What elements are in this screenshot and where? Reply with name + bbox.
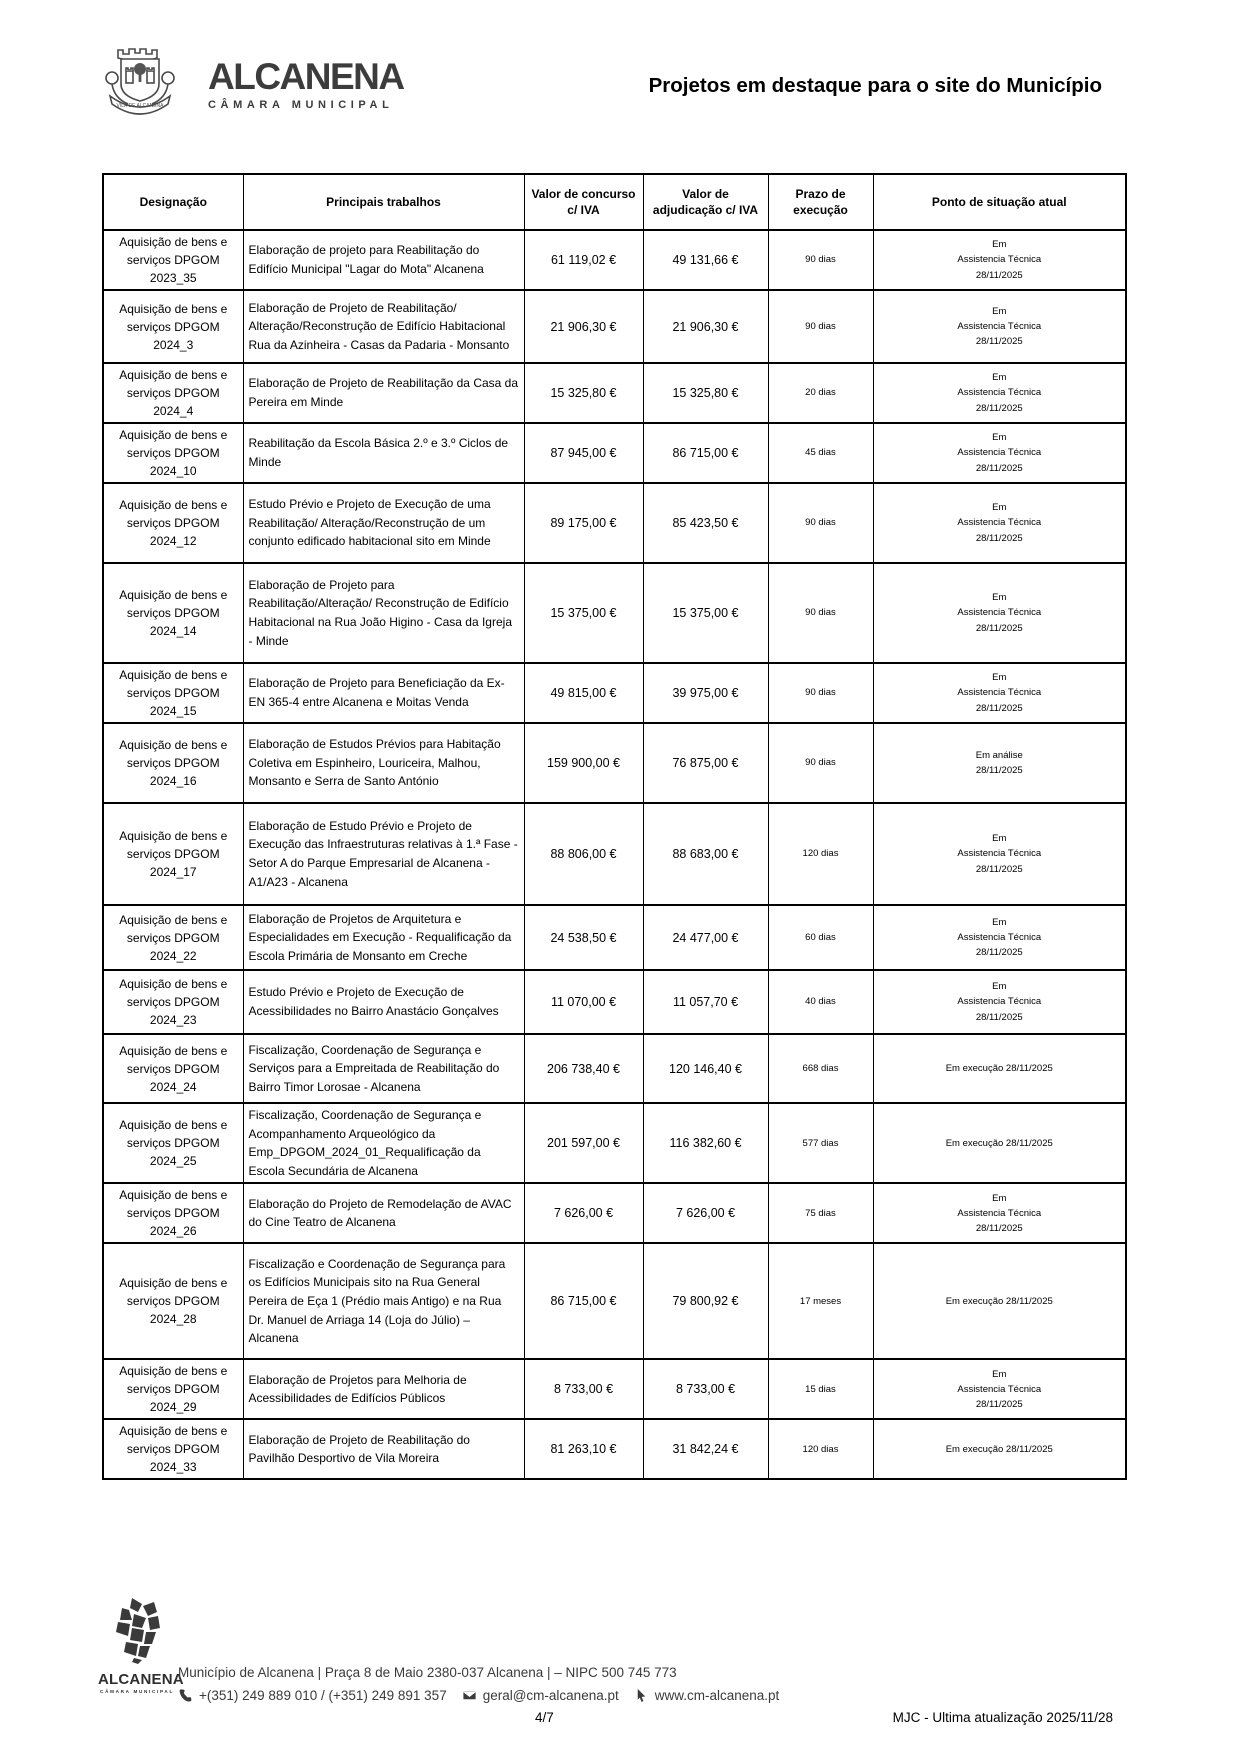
situacao-line: Em — [992, 305, 1007, 317]
logo-wordmark — [208, 58, 404, 111]
situacao-line: Em — [992, 372, 1007, 384]
situacao-line: Assistencia Técnica — [957, 607, 1042, 619]
cell-prazo-execucao: 90 dias — [768, 563, 873, 663]
cell-principais-trabalhos: Elaboração de Projetos de Arquitetura e Especialidades em Execução - Requalificação da Escola Primária de Monsanto em Creche — [243, 905, 524, 970]
table-header-row — [103, 174, 1126, 230]
situacao-line: Em — [992, 432, 1007, 444]
cell-valor-adjudicacao: 85 423,50 € — [643, 483, 768, 563]
cell-valor-concurso: 11 070,00 € — [524, 970, 643, 1034]
situacao-line: Em execução 28/11/2025 — [945, 1137, 1053, 1149]
project-row — [103, 1243, 1126, 1359]
logo-name: ALCANENA — [208, 56, 404, 97]
cell-valor-adjudicacao: 31 842,24 € — [643, 1419, 768, 1479]
cell-valor-adjudicacao: 11 057,70 € — [643, 970, 768, 1034]
situacao-line: Em — [992, 1368, 1007, 1380]
cell-designacao: Aquisição de bens e serviços DPGOM 2024_17 — [103, 803, 243, 905]
cell-ponto-situacao — [873, 363, 1126, 423]
cell-designacao: Aquisição de bens e serviços DPGOM 2024_33 — [103, 1419, 243, 1479]
project-row — [103, 363, 1126, 423]
situacao-line: Em execução 28/11/2025 — [945, 1062, 1053, 1074]
cell-prazo-execucao: 90 dias — [768, 723, 873, 803]
cell-designacao: Aquisição de bens e serviços DPGOM 2024_15 — [103, 663, 243, 723]
cell-ponto-situacao — [873, 563, 1126, 663]
cell-valor-adjudicacao: 88 683,00 € — [643, 803, 768, 905]
cell-principais-trabalhos: Elaboração de projeto para Reabilitação do Edifício Municipal "Lagar do Mota" Alcanena — [243, 230, 524, 290]
footer-logo — [98, 1598, 184, 1694]
column-header-1: Principais trabalhos — [243, 174, 524, 230]
cell-valor-adjudicacao: 76 875,00 € — [643, 723, 768, 803]
cell-prazo-execucao: 60 dias — [768, 905, 873, 970]
cell-valor-adjudicacao: 49 131,66 € — [643, 230, 768, 290]
cell-prazo-execucao: 40 dias — [768, 970, 873, 1034]
project-row — [103, 970, 1126, 1034]
situacao-line: Assistencia Técnica — [957, 447, 1042, 459]
cell-valor-adjudicacao: 8 733,00 € — [643, 1359, 768, 1419]
cell-valor-adjudicacao: 15 325,80 € — [643, 363, 768, 423]
cell-ponto-situacao — [873, 663, 1126, 723]
cell-principais-trabalhos: Elaboração de Estudo Prévio e Projeto de Execução das Infraestruturas relativas à 1.ª Fase - Setor A do Parque Empresarial de Alcanena - A1/A23 - Alcanena — [243, 803, 524, 905]
situacao-line: Em — [992, 239, 1007, 251]
situacao-line: 28/11/2025 — [975, 1011, 1023, 1023]
situacao-line: 28/11/2025 — [975, 1222, 1023, 1234]
cell-designacao: Aquisição de bens e serviços DPGOM 2024_23 — [103, 970, 243, 1034]
cell-prazo-execucao: 120 dias — [768, 803, 873, 905]
cell-designacao: Aquisição de bens e serviços DPGOM 2024_16 — [103, 723, 243, 803]
cell-valor-concurso: 15 375,00 € — [524, 563, 643, 663]
situacao-line: Em — [992, 672, 1007, 684]
situacao-line: Assistencia Técnica — [957, 931, 1042, 943]
situacao-line: 28/11/2025 — [975, 765, 1023, 776]
situacao-line: Em — [992, 833, 1007, 845]
situacao-line: Em execução 28/11/2025 — [945, 1295, 1053, 1307]
cell-principais-trabalhos: Estudo Prévio e Projeto de Execução de uma Reabilitação/ Alteração/Reconstrução de um conjunto edificado habitacional sito em Minde — [243, 483, 524, 563]
cell-ponto-situacao — [873, 1419, 1126, 1479]
projects-table — [102, 173, 1127, 1480]
situacao-line: Em — [992, 981, 1007, 993]
column-header-3: Valor de adjudicação c/ IVA — [643, 174, 768, 230]
cell-ponto-situacao — [873, 1103, 1126, 1183]
cell-valor-adjudicacao: 39 975,00 € — [643, 663, 768, 723]
project-row — [103, 663, 1126, 723]
cell-ponto-situacao — [873, 1359, 1126, 1419]
situacao-line: Em análise — [975, 749, 1023, 761]
cell-designacao: Aquisição de bens e serviços DPGOM 2024_10 — [103, 423, 243, 483]
project-row — [103, 423, 1126, 483]
cell-ponto-situacao — [873, 970, 1126, 1034]
cell-valor-adjudicacao: 7 626,00 € — [643, 1183, 768, 1243]
cell-prazo-execucao: 577 dias — [768, 1103, 873, 1183]
header-brand — [98, 40, 404, 122]
cell-ponto-situacao — [873, 723, 1126, 803]
cell-designacao: Aquisição de bens e serviços DPGOM 2024_24 — [103, 1034, 243, 1103]
cell-principais-trabalhos: Fiscalização e Coordenação de Segurança para os Edifícios Municipais sito na Rua General Pereira de Eça 1 (Prédio mais Antigo) e na Rua Dr. Manuel de Arriaga 14 (Loja do Júlio) – Alcanena — [243, 1243, 524, 1359]
cell-principais-trabalhos: Elaboração do Projeto de Remodelação de AVAC do Cine Teatro de Alcanena — [243, 1183, 524, 1243]
cell-ponto-situacao — [873, 483, 1126, 563]
project-row — [103, 723, 1126, 803]
cell-prazo-execucao: 17 meses — [768, 1243, 873, 1359]
situacao-line: 28/11/2025 — [975, 336, 1023, 348]
situacao-line: 28/11/2025 — [975, 1398, 1023, 1410]
cell-designacao: Aquisição de bens e serviços DPGOM 2024_29 — [103, 1359, 243, 1419]
cell-principais-trabalhos: Elaboração de Projeto de Reabilitação/ Alteração/Reconstrução de Edifício Habitacional Rua da Azinheira - Casas da Padaria - Monsanto — [243, 290, 524, 363]
situacao-line: Em — [992, 502, 1007, 514]
situacao-line: Assistencia Técnica — [957, 1383, 1042, 1395]
cell-prazo-execucao: 75 dias — [768, 1183, 873, 1243]
situacao-line: Em — [992, 1192, 1007, 1204]
cell-ponto-situacao — [873, 423, 1126, 483]
situacao-line: 28/11/2025 — [975, 947, 1023, 959]
cell-valor-concurso: 15 325,80 € — [524, 363, 643, 423]
cell-valor-adjudicacao: 116 382,60 € — [643, 1103, 768, 1183]
cell-prazo-execucao: 15 dias — [768, 1359, 873, 1419]
page-title: Projetos em destaque para o site do Município — [648, 74, 1102, 97]
cell-designacao: Aquisição de bens e serviços DPGOM 2024_28 — [103, 1243, 243, 1359]
column-header-4: Prazo de execução — [768, 174, 873, 230]
cell-principais-trabalhos: Elaboração de Projeto para Beneficiação da Ex-EN 365-4 entre Alcanena e Moitas Venda — [243, 663, 524, 723]
logo-subtitle: CÂMARA MUNICIPAL — [208, 99, 394, 111]
cell-prazo-execucao: 90 dias — [768, 663, 873, 723]
phone-icon — [178, 1688, 193, 1703]
cell-valor-concurso: 81 263,10 € — [524, 1419, 643, 1479]
cell-prazo-execucao: 20 dias — [768, 363, 873, 423]
footer-logo-subtitle: CÂMARA MUNICIPAL — [100, 1689, 174, 1694]
situacao-line: Em — [992, 592, 1007, 604]
cell-ponto-situacao — [873, 1034, 1126, 1103]
cell-designacao: Aquisição de bens e serviços DPGOM 2024_12 — [103, 483, 243, 563]
cell-valor-concurso: 7 626,00 € — [524, 1183, 643, 1243]
situacao-line: 28/11/2025 — [975, 402, 1023, 414]
project-row — [103, 290, 1126, 363]
project-row — [103, 905, 1126, 970]
cell-prazo-execucao: 90 dias — [768, 230, 873, 290]
cell-ponto-situacao — [873, 290, 1126, 363]
cell-ponto-situacao — [873, 230, 1126, 290]
situacao-line: 28/11/2025 — [975, 462, 1023, 474]
cursor-icon — [634, 1688, 649, 1703]
cell-valor-concurso: 8 733,00 € — [524, 1359, 643, 1419]
footer-contact-block — [178, 1664, 787, 1704]
cell-principais-trabalhos: Fiscalização, Coordenação de Segurança e Acompanhamento Arqueológico da Emp_DPGOM_2024_01_Requalificação da Escola Secundária de Alcanena — [243, 1103, 524, 1183]
cell-valor-concurso: 49 815,00 € — [524, 663, 643, 723]
cell-valor-adjudicacao: 15 375,00 € — [643, 563, 768, 663]
project-row — [103, 1034, 1126, 1103]
project-row — [103, 1183, 1126, 1243]
email-icon — [462, 1688, 477, 1703]
cell-principais-trabalhos: Elaboração de Estudos Prévios para Habitação Coletiva em Espinheiro, Louriceira, Malhou, Monsanto e Serra de Santo António — [243, 723, 524, 803]
cell-valor-concurso: 21 906,30 € — [524, 290, 643, 363]
cell-valor-concurso: 88 806,00 € — [524, 803, 643, 905]
situacao-line: Em — [992, 916, 1007, 928]
crest-banner-text: VILA DE ALCANENA — [116, 103, 164, 109]
cell-valor-adjudicacao: 86 715,00 € — [643, 423, 768, 483]
cell-designacao: Aquisição de bens e serviços DPGOM 2024_3 — [103, 290, 243, 363]
cell-valor-adjudicacao: 24 477,00 € — [643, 905, 768, 970]
footer-phones: +(351) 249 889 010 / (+351) 249 891 357 — [199, 1687, 447, 1703]
cell-prazo-execucao: 90 dias — [768, 483, 873, 563]
cell-designacao: Aquisição de bens e serviços DPGOM 2024_25 — [103, 1103, 243, 1183]
cell-valor-concurso: 206 738,40 € — [524, 1034, 643, 1103]
cell-principais-trabalhos: Estudo Prévio e Projeto de Execução de Acessibilidades no Bairro Anastácio Gonçalves — [243, 970, 524, 1034]
update-note: MJC - Ultima atualização 2025/11/28 — [892, 1710, 1113, 1725]
cell-prazo-execucao: 120 dias — [768, 1419, 873, 1479]
cell-valor-adjudicacao: 79 800,92 € — [643, 1243, 768, 1359]
situacao-line: Assistencia Técnica — [957, 320, 1042, 332]
cell-principais-trabalhos: Elaboração de Projetos para Melhoria de Acessibilidades de Edifícios Públicos — [243, 1359, 524, 1419]
column-header-2: Valor de concurso c/ IVA — [524, 174, 643, 230]
column-header-5: Ponto de situação atual — [873, 174, 1126, 230]
situacao-line: Assistencia Técnica — [957, 517, 1042, 529]
project-row — [103, 1359, 1126, 1419]
cell-prazo-execucao: 45 dias — [768, 423, 873, 483]
situacao-line: Em execução 28/11/2025 — [945, 1443, 1053, 1455]
cell-valor-concurso: 86 715,00 € — [524, 1243, 643, 1359]
cell-valor-concurso: 87 945,00 € — [524, 423, 643, 483]
cell-valor-concurso: 24 538,50 € — [524, 905, 643, 970]
situacao-line: 28/11/2025 — [975, 702, 1023, 714]
cell-designacao: Aquisição de bens e serviços DPGOM 2024_22 — [103, 905, 243, 970]
situacao-line: Assistencia Técnica — [957, 996, 1042, 1008]
project-row — [103, 1419, 1126, 1479]
cell-valor-concurso: 159 900,00 € — [524, 723, 643, 803]
page-number: 4/7 — [535, 1710, 554, 1725]
cell-designacao: Aquisição de bens e serviços DPGOM 2024_4 — [103, 363, 243, 423]
cell-valor-concurso: 201 597,00 € — [524, 1103, 643, 1183]
project-row — [103, 483, 1126, 563]
cell-ponto-situacao — [873, 1243, 1126, 1359]
cell-principais-trabalhos: Fiscalização, Coordenação de Segurança e Serviços para a Empreitada de Reabilitação do Bairro Timor Lorosae - Alcanena — [243, 1034, 524, 1103]
cell-ponto-situacao — [873, 803, 1126, 905]
situacao-line: 28/11/2025 — [975, 622, 1023, 634]
cell-designacao: Aquisição de bens e serviços DPGOM 2023_35 — [103, 230, 243, 290]
column-header-0: Designação — [103, 174, 243, 230]
situacao-line: Assistencia Técnica — [957, 687, 1042, 699]
project-row — [103, 803, 1126, 905]
footer-email: geral@cm-alcanena.pt — [482, 1687, 619, 1703]
footer-logo-name: ALCANENA — [98, 1671, 184, 1688]
cell-principais-trabalhos: Elaboração de Projeto de Reabilitação do Pavilhão Desportivo de Vila Moreira — [243, 1419, 524, 1479]
cell-designacao: Aquisição de bens e serviços DPGOM 2024_26 — [103, 1183, 243, 1243]
situacao-line: 28/11/2025 — [975, 269, 1023, 281]
situacao-line: Assistencia Técnica — [957, 387, 1042, 399]
cell-valor-adjudicacao: 120 146,40 € — [643, 1034, 768, 1103]
cell-designacao: Aquisição de bens e serviços DPGOM 2024_14 — [103, 563, 243, 663]
project-row — [103, 563, 1126, 663]
cell-ponto-situacao — [873, 905, 1126, 970]
cell-principais-trabalhos: Elaboração de Projeto de Reabilitação da Casa da Pereira em Minde — [243, 363, 524, 423]
situacao-line: 28/11/2025 — [975, 863, 1023, 875]
cell-principais-trabalhos: Reabilitação da Escola Básica 2.º e 3.º Ciclos de Minde — [243, 423, 524, 483]
footer-address: Município de Alcanena | Praça 8 de Maio 2380-037 Alcanena | – NIPC 500 745 773 — [178, 1665, 677, 1680]
cell-valor-concurso: 89 175,00 € — [524, 483, 643, 563]
situacao-line: Assistencia Técnica — [957, 1207, 1042, 1219]
project-row — [103, 1103, 1126, 1183]
cell-valor-adjudicacao: 21 906,30 € — [643, 290, 768, 363]
cell-prazo-execucao: 90 dias — [768, 290, 873, 363]
project-row — [103, 230, 1126, 290]
municipal-crest-icon — [98, 40, 182, 122]
cell-ponto-situacao — [873, 1183, 1126, 1243]
cell-valor-concurso: 61 119,02 € — [524, 230, 643, 290]
situacao-line: 28/11/2025 — [975, 532, 1023, 544]
situacao-line: Assistencia Técnica — [957, 254, 1042, 266]
cell-prazo-execucao: 668 dias — [768, 1034, 873, 1103]
cell-principais-trabalhos: Elaboração de Projeto para Reabilitação/Alteração/ Reconstrução de Edifício Habitacional na Rua João Higino - Casa da Igreja - Minde — [243, 563, 524, 663]
footer-website: www.cm-alcanena.pt — [654, 1687, 780, 1703]
situacao-line: Assistencia Técnica — [957, 848, 1042, 860]
footer-municipality-map-icon — [112, 1598, 162, 1664]
